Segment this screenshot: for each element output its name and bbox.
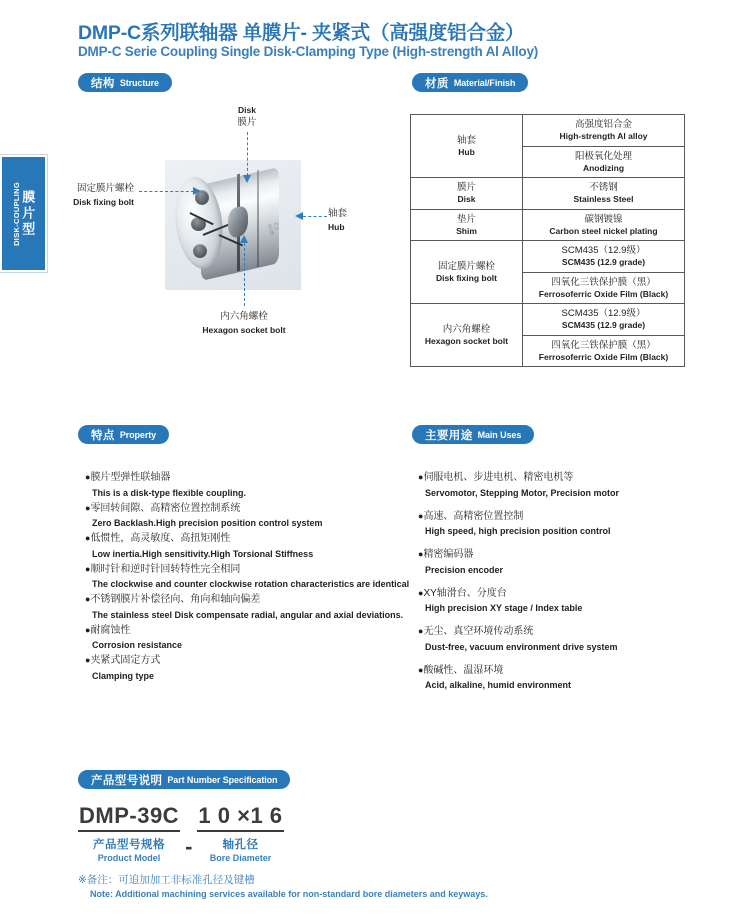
list-item <box>85 562 410 592</box>
list-item <box>418 624 738 654</box>
bullet-icon: ● <box>85 594 91 604</box>
diagram-label-disk-cn: 膜片 <box>237 116 257 128</box>
table-cell-material <box>523 335 685 367</box>
leader-arrow-hex-socket-bolt <box>240 235 248 243</box>
list-item-en: Zero Backlash.High precision position control system <box>92 518 323 528</box>
table-row <box>411 178 685 210</box>
list-item-en: The clockwise and counter clockwise rotation characteristics are identical <box>92 579 410 589</box>
bullet-icon: ● <box>418 626 424 636</box>
material-value-en: Ferrosoferric Oxide Film (Black) <box>538 288 669 299</box>
component-label-en: Hexagon socket bolt <box>424 335 509 346</box>
list-item-cn: ●膜片型弹性联轴器 <box>85 472 171 483</box>
badge-label-cn: 材质 <box>425 77 449 90</box>
main-uses-list <box>418 470 738 701</box>
part-number-model-segment <box>78 803 180 863</box>
diagram-label-hub-en: Hub <box>328 221 345 232</box>
list-item-cn: ●伺服电机、步进电机、精密电机等 <box>418 472 574 483</box>
table-cell-material <box>523 115 685 147</box>
part-number-bore-code: 1 0 ×1 6 <box>197 803 283 832</box>
badge-label-cn: 主要用途 <box>425 429 473 442</box>
list-item-cn: ●无尘、真空环境传动系统 <box>418 626 534 637</box>
table-cell-component <box>411 115 523 178</box>
list-item-cn: ●XY轴滑台、分度台 <box>418 587 507 599</box>
list-item <box>85 623 405 653</box>
section-badge-material <box>412 73 528 92</box>
bullet-icon: ● <box>418 587 424 598</box>
table-cell-material <box>523 241 685 273</box>
list-item-en: Corrosion resistance <box>92 640 183 650</box>
table-cell-material <box>523 146 685 178</box>
material-value-en: Ferrosoferric Oxide Film (Black) <box>538 351 669 362</box>
list-item-en: The stainless steel Disk compensate radial, angular and axial deviations. <box>92 609 404 620</box>
list-item-cn: ●低惯性，高灵敏度、高扭矩刚性 <box>85 533 231 544</box>
leader-arrow-disk <box>243 175 251 183</box>
component-label-cn: 膜片 <box>456 182 476 193</box>
list-item <box>85 653 405 683</box>
diagram-label-hub-cn: 轴套 <box>328 208 348 219</box>
list-item-en: Servomotor, Stepping Motor, Precision motor <box>425 487 620 498</box>
badge-label-en: Main Uses <box>477 429 522 440</box>
list-item-cn: ●酸碱性、温湿环境 <box>418 664 504 676</box>
part-number-bore-label-en: Bore Diameter <box>209 853 272 863</box>
badge-label-en: Material/Finish <box>453 77 516 88</box>
list-item-cn: ●不锈钢膜片补偿径向、角向和轴向偏差 <box>85 594 261 605</box>
section-badge-main-uses <box>412 425 534 444</box>
table-row <box>411 304 685 336</box>
badge-label-en: Part Number Specification <box>167 774 278 785</box>
material-finish-table <box>410 114 685 367</box>
table-cell-material <box>523 272 685 304</box>
side-tab-inner <box>13 182 35 246</box>
list-item <box>85 592 405 622</box>
badge-label-en: Structure <box>119 77 159 88</box>
bullet-icon: ● <box>85 533 91 543</box>
leader-arrow-hub <box>295 212 303 220</box>
component-label-cn: 轴套 <box>456 134 476 146</box>
material-value-cn: SCM435（12.9级） <box>561 245 646 256</box>
table-cell-component <box>411 241 523 304</box>
bullet-icon: ● <box>85 624 91 635</box>
list-item-en: Dust-free, vacuum environment drive system <box>425 641 618 652</box>
bullet-icon: ● <box>418 664 424 675</box>
component-label-en: Hub <box>458 146 475 157</box>
list-item-en: Precision encoder <box>425 564 504 575</box>
list-item-cn: ●高速、高精密位置控制 <box>418 510 524 522</box>
structure-diagram <box>62 98 402 356</box>
material-table-body <box>411 115 685 367</box>
part-number-bore-label-cn: 轴孔径 <box>222 839 259 851</box>
footer-note-en: Note: Additional machining services available for non-standard bore diameters and keyways. <box>90 889 488 899</box>
list-item <box>418 547 738 577</box>
material-value-en: Anodizing <box>582 162 625 173</box>
list-item-en: Acid, alkaline, humid environment <box>425 680 572 690</box>
material-value-cn: 碳钢镀镍 <box>584 213 623 225</box>
list-item-en: This is a disk-type flexible coupling. <box>92 487 247 498</box>
diagram-label-disk-fixing-bolt-cn: 固定膜片螺栓 <box>76 183 134 194</box>
list-item-cn: ●耐腐蚀性 <box>85 624 131 636</box>
leader-arrow-disk-fixing-bolt <box>193 187 201 195</box>
section-badge-structure <box>78 73 172 92</box>
part-number-separator: - <box>185 834 193 859</box>
badge-label-en: Property <box>119 429 157 440</box>
list-item <box>85 501 405 531</box>
property-list <box>85 470 410 684</box>
diagram-label-hex-socket-bolt-en: Hexagon socket bolt <box>202 324 286 335</box>
list-item <box>85 470 405 500</box>
bullet-icon: ● <box>85 655 91 665</box>
leader-line-hub <box>303 216 327 217</box>
table-cell-component <box>411 178 523 210</box>
material-value-cn: 四氧化三铁保护膜（黑） <box>551 339 656 351</box>
coupling-product-photo <box>165 160 301 290</box>
diagram-label-hex-socket-bolt <box>174 311 314 336</box>
material-value-en: SCM435 (12.9 grade) <box>561 320 646 330</box>
diagram-label-disk-en: Disk <box>238 105 256 115</box>
bullet-icon: ● <box>418 549 424 559</box>
bullet-icon: ● <box>85 472 91 482</box>
diagram-label-disk <box>217 104 277 129</box>
part-number-breakdown <box>78 803 284 863</box>
table-row <box>411 115 685 147</box>
material-value-cn: 阳极氧化处理 <box>574 150 632 162</box>
section-badge-part-number <box>78 770 290 789</box>
material-value-cn: SCM435（12.9级） <box>561 308 646 319</box>
part-number-model-code: DMP-39C <box>78 803 180 832</box>
footer-note <box>78 873 488 901</box>
leader-line-disk-fixing-bolt <box>139 191 194 192</box>
leader-line-disk <box>247 132 248 176</box>
list-item <box>418 663 738 693</box>
table-cell-material <box>523 209 685 241</box>
table-cell-material <box>523 178 685 210</box>
side-tab-disk-coupling <box>0 155 47 272</box>
table-cell-component <box>411 209 523 241</box>
side-tab-label-en: DISK-COUPLING <box>11 181 21 246</box>
bolt-hole <box>193 244 207 258</box>
coupling-secondary-groove <box>257 170 259 267</box>
footer-note-cn: ※备注：可追加加工非标准孔径及键槽 <box>78 874 255 886</box>
diagram-label-disk-fixing-bolt <box>54 183 134 208</box>
badge-label-cn: 产品型号说明 <box>91 774 163 787</box>
component-label-cn: 内六角螺栓 <box>442 323 491 335</box>
page-title-en: DMP-C Serie Coupling Single Disk-Clamping Type (High-strength Al Alloy) <box>78 44 539 59</box>
table-cell-material <box>523 304 685 336</box>
material-value-en: High-strength Al alloy <box>559 131 648 141</box>
badge-label-cn: 结构 <box>91 77 115 90</box>
list-item-cn: ●精密编码器 <box>418 549 474 560</box>
material-value-en: SCM435 (12.9 grade) <box>561 257 646 267</box>
section-badge-property <box>78 425 169 444</box>
list-item-cn: ●顺时针和逆时针回转特性完全相同 <box>85 563 241 575</box>
diagram-label-hub <box>328 208 388 233</box>
part-number-model-label-cn: 产品型号规格 <box>93 839 166 851</box>
component-label-en: Disk <box>457 194 476 204</box>
list-item-en: High precision XY stage / Index table <box>425 603 583 613</box>
list-item <box>85 531 405 561</box>
component-label-en: Disk fixing bolt <box>436 272 497 283</box>
list-item-en: High speed, high precision position control <box>425 526 611 536</box>
list-item <box>418 470 738 500</box>
component-label-cn: 垫片 <box>456 213 476 225</box>
table-row <box>411 209 685 241</box>
diagram-label-disk-fixing-bolt-en: Disk fixing bolt <box>73 196 134 207</box>
part-number-model-label-en: Product Model <box>97 853 161 863</box>
part-number-bore-segment <box>197 803 283 863</box>
table-row <box>411 241 685 273</box>
leader-line-hex-socket-bolt <box>244 243 245 306</box>
material-value-en: Stainless Steel <box>573 194 634 204</box>
material-value-cn: 不锈钢 <box>589 182 618 193</box>
material-value-cn: 高强度铝合金 <box>574 119 632 130</box>
diagram-label-hex-socket-bolt-cn: 内六角螺栓 <box>220 311 268 322</box>
bullet-icon: ● <box>85 502 91 513</box>
list-item-en: Clamping type <box>92 670 155 681</box>
page-title-cn: DMP-C系列联轴器 单膜片- 夹紧式（高强度铝合金） <box>78 22 525 44</box>
list-item <box>418 509 738 539</box>
component-label-cn: 固定膜片螺栓 <box>437 260 495 272</box>
badge-label-cn: 特点 <box>91 429 115 442</box>
table-cell-component <box>411 304 523 367</box>
list-item-cn: ●夹紧式固定方式 <box>85 655 161 666</box>
list-item-en: Low inertia.High sensitivity.High Torsional Stiffness <box>92 548 314 559</box>
list-item <box>418 586 738 616</box>
list-item-cn: ●零回转间隙、高精密位置控制系统 <box>85 502 241 514</box>
material-value-en: Carbon steel nickel plating <box>549 225 658 236</box>
hub-engraving-text: C 2 ±0.05 <box>266 222 280 236</box>
bullet-icon: ● <box>418 510 424 521</box>
component-label-en: Shim <box>456 225 477 236</box>
bullet-icon: ● <box>85 563 91 574</box>
side-tab-label-cn: 膜片型 <box>20 189 36 238</box>
bullet-icon: ● <box>418 472 424 482</box>
material-value-cn: 四氧化三铁保护膜（黑） <box>551 276 656 288</box>
